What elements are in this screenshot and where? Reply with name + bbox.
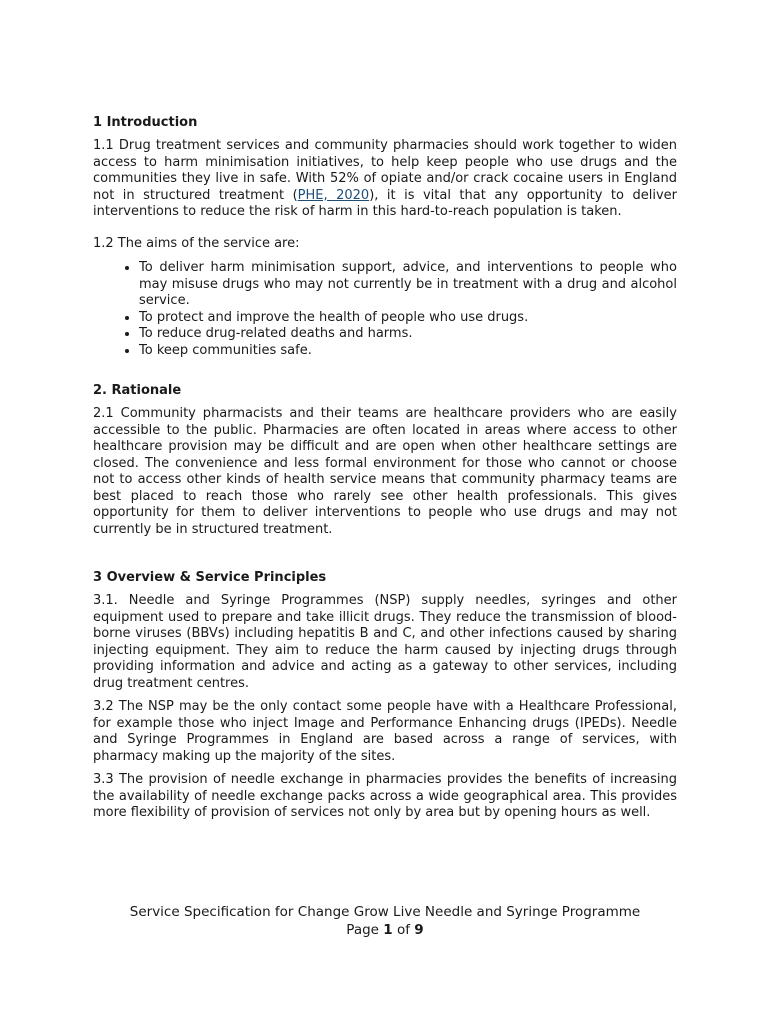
list-item: • To reduce drug-related deaths and harms. (139, 326, 677, 343)
paragraph-1-2: 1.2 The aims of the service are: (93, 235, 300, 251)
phe-2020-link[interactable]: PHE, 2020 (297, 187, 370, 203)
page-footer (0, 903, 770, 939)
paragraph-3-1: 3.1. Needle and Syringe Programmes (NSP) supply needles, syringes and other equipment used to prepare and take illicit drugs. They reduce the transmission of blood-borne viruses (BBVs) including hepatitis B and C, and other infections caused by sharing injecting equipment. They aim to reduce the harm caused by injecting drugs through providing information and advice and acting as a gateway to other services, including drug treatment centres. (93, 593, 677, 691)
paragraph-3-2: 3.2 The NSP may be the only contact some people have with a Healthcare Professional, for example those who inject Image and Performance Enhancing drugs (IPEDs). Needle and Syringe Programmes in England are based across a range of services, with pharmacy making up the majority of the sites. (93, 699, 677, 764)
footer-title: Service Specification for Change Grow Live Needle and Syringe Programme (129, 904, 641, 920)
section-heading-rationale: 2. Rationale (93, 383, 182, 398)
page-number: Page 1 of 9 (346, 922, 424, 938)
section-heading-overview: 3 Overview & Service Principles (93, 570, 327, 585)
list-item: • To deliver harm minimisation support, advice, and interventions to people who may misuse drugs who may not currently be in treatment with a drug and alcohol service. (139, 260, 677, 310)
list-item: • To keep communities safe. (139, 343, 677, 360)
aims-list (93, 260, 677, 359)
paragraph-3-3: 3.3 The provision of needle exchange in pharmacies provides the benefits of increasing the availability of needle exchange packs across a wide geographical area. This provides more flexibility of provision of services not only by area but by opening hours as well. (93, 772, 677, 820)
section-heading-introduction: 1 Introduction (93, 115, 198, 130)
paragraph-2-1: 2.1 Community pharmacists and their teams are healthcare providers who are easily accessible to the public. Pharmacies are often located in areas where access to other healthcare provision may be difficult and are open when other healthcare settings are closed. The convenience and less formal environment for those who cannot or choose not to access other kinds of health service means that community pharmacy teams are best placed to reach those who rarely see other health professionals. This gives opportunity for them to deliver interventions to people who use drugs and may not currently be in structured treatment. (93, 406, 677, 537)
list-item: • To protect and improve the health of people who use drugs. (139, 310, 677, 327)
document-body (93, 114, 677, 822)
paragraph-1-1: 1.1 Drug treatment services and community pharmacies should work together to widen access to harm minimisation initiatives, to help keep people who use drugs and the communities they live in safe. With 52% of opiate and/or crack cocaine users in England not in structured treatment (PHE, 2020), it is vital that any opportunity to deliver interventions to reduce the risk of harm in this hard-to-reach population is taken. (93, 138, 677, 219)
